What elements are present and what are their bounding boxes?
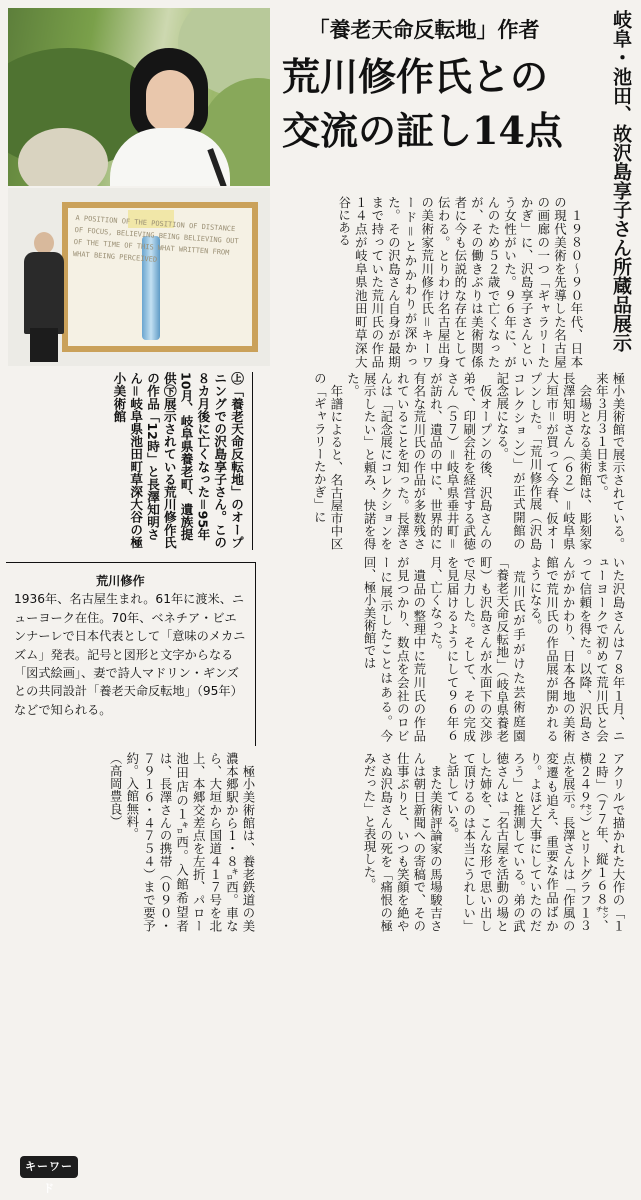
photo-painting-12-oclock — [8, 188, 270, 366]
painting-inscription: A POSITION OF THE POSITION OF DISTANCE OF FOCUS, BELIEVING BEING BELIEVING OUT OF THE TIME OF THIS WHAT WRITTEN FROM WHAT BEING PERCEIVED — [72, 214, 239, 264]
subhead: 岐阜・池田、故沢島享子さん所蔵品展示 — [610, 10, 632, 352]
kicker: 「養老天命反転地」作者 — [308, 18, 540, 42]
keyword-description: 1936年、名古屋生まれ。61年に渡米、ニューヨーク在住。70年、ベネチア・ビエンナーレで日本代表として「意味のメカニズム」発表。記号と図形と文字からなる「図式絵画」、妻で詩人マドリン・ギンズとの共同設計「養老天命反転地」（95年）などで知られる。 — [14, 592, 246, 717]
article-column-3: いた沢島さんは７８年１月、ニューヨークで初めて荒川氏と会って信頼を得た。以降、沢島さんがかかわり、日本各地の美術館で荒川氏の作品展が開かれるようになる。 荒川氏が手がけた芸術庭園「養老天命反転地」（岐阜県養老町）も沢島さんが水面下の交渉で尽力した。そして、その完成を見届けるようにして９６年６月、亡くなった。 遺品の整理中に荒川氏の作品が見つかり、数点を会社のロビーに展示したことはある。今回、極小美術館では — [362, 556, 626, 742]
article-column-5: 極小美術館は、養老鉄道の美濃本郷駅から１・８㌔西。車なら、大垣から国道４１７号を北上、本郷交差点を左折、パロー池田店の１㌔西。入館希望者は、長澤さんの携帯（０９０・７９１６・４７５４）まで要予約。入館無料。 （高岡豊良） — [108, 752, 256, 932]
article-column-1: １９８０〜９０年代、日本の現代美術を先導した名古屋の画廊の一つ「ギャラリーたかぎ」に、沢島享子さんという女性がいた。９６年に、がんのため５２歳で亡くなったが、その働きぶりは美術関係者に今も伝説的な存在として伝わる。とりわけ名古屋出身の美術家荒川修作氏＝キーワード＝とかかわりが深かった。その沢島さん自身が最期まで持っていた荒川氏の作品１４点が岐阜県池田町草深大谷にある — [336, 196, 584, 368]
photo-caption: ㊤「養老天命反転地」のオープニングでの沢島享子さん。この８カ月後に亡くなった＝95年10月、岐阜県養老町、遺族提供㊦展示されている荒川修作氏の作品「12時」と長澤知明さん＝岐阜県池田町草深大谷の極小美術館 — [111, 372, 244, 549]
article-column-2: 極小美術館で展示されている。来年３月３１日まで。 会場となる美術館は、彫刻家長澤知明さん（６２）＝岐阜県大垣市＝が買って今春、仮オープンした。「荒川修作展（沢島コレクション）」が正式開館の記念展になる。 仮オープンの後、沢島さんの弟で、印刷会社を経営する武徳さん（５７）＝岐阜県垂井町＝が訪れ、遺品の中に、世界的に有名な荒川氏の作品が多数残されていることを知った。長澤さんは「記念展にコレクションを展示したい」と頼み、快諾を得た。 年譜によると、名古屋市中区の「ギャラリーたかぎ」に — [312, 372, 626, 550]
keyword-text — [14, 572, 246, 719]
headline — [282, 50, 568, 158]
headline-line-2: 交流の証し14点 — [282, 108, 563, 153]
keyword-badge: キーワード — [20, 1156, 78, 1178]
article-column-4: アクリルで描かれた大作の「１２時」（７７年、縦１６８㌢、横２４９㌢）とリトグラフ１３点を展示。長澤さんは「作風の変遷も追え、重要な作品ばかり。よほど大事にしていたのだろう」と推測している。弟の武徳さんは「名古屋を活動の場とした姉を、こんな形で思い出して頂けるのは本当にうれしい」と話している。 また美術評論家の馬場駿吉さんは朝日新聞への寄稿で、その仕事ぶりと、いつも笑顔を絶やさぬ沢島さんの死を「痛恨の極みだった」と表現した。 — [362, 752, 626, 932]
photo-sawajima-opening — [8, 8, 270, 186]
headline-line-1: 荒川修作氏との — [282, 54, 549, 99]
keyword-name: 荒川修作 — [96, 574, 145, 588]
